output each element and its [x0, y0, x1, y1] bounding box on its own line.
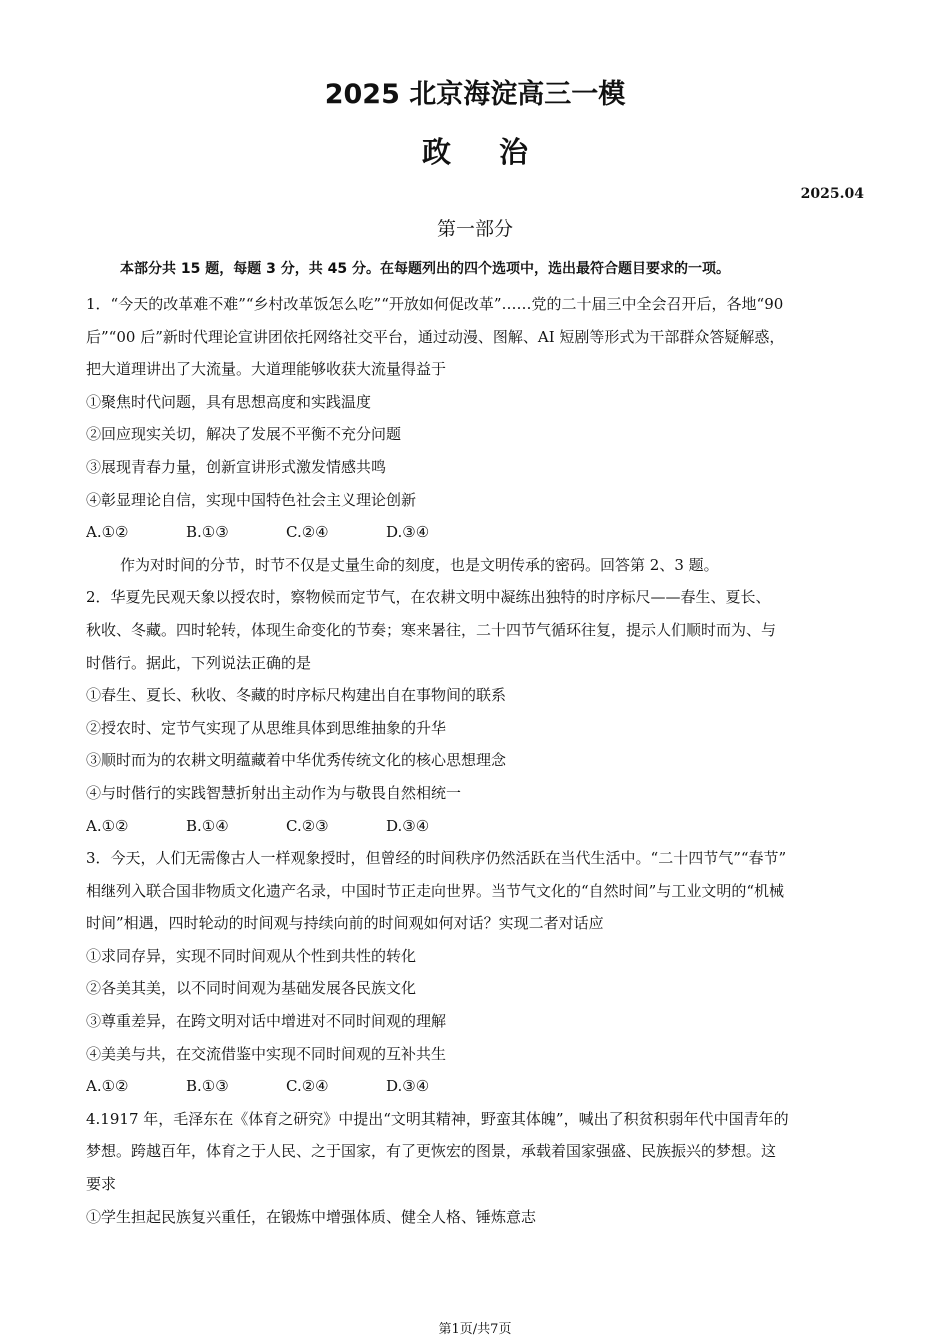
question-3-option: ④美美与共，在交流借鉴中实现不同时间观的互补共生: [86, 1044, 447, 1063]
question-1-option: ④彰显理论自信，实现中国特色社会主义理论创新: [86, 490, 417, 509]
choice-b: B.①③: [186, 523, 229, 542]
choice-d: D.③④: [386, 523, 430, 542]
question-3-option: ②各美其美，以不同时间观为基础发展各民族文化: [86, 979, 417, 998]
choice-a: A.①②: [86, 816, 129, 835]
shared-intro: 作为对时间的分节，时节不仅是丈量生命的刻度，也是文明传承的密码。回答第 2、3 题。: [120, 555, 719, 574]
question-4-stem-line: 要求: [86, 1175, 117, 1194]
question-4-option: ①学生担起民族复兴重任，在锻炼中增强体质、健全人格、锤炼意志: [86, 1207, 537, 1226]
choice-b: B.①③: [186, 1077, 229, 1096]
subject-title: 政治: [421, 135, 576, 169]
question-2-option: ④与时偕行的实践智慧折射出主动作为与敬畏自然相统一: [86, 783, 462, 802]
choice-c: C.②④: [286, 1077, 329, 1096]
questions-body: [86, 288, 866, 1233]
question-1-stem-line: 1．“今天的改革难不难”“乡村改革饭怎么吃”“开放如何促改革”……党的二十届三中全会召开后，各地“90: [86, 295, 784, 313]
question-2-stem-line: 秋收、冬藏。四时轮转，体现生命变化的节奏；寒来暑往，二十四节气循环往复，提示人们顺时而为、与: [86, 620, 777, 639]
question-4-stem-line: 梦想。跨越百年，体育之于人民、之于国家，有了更恢宏的图景，承载着国家强盛、民族振兴的梦想。这: [86, 1142, 777, 1161]
choice-b: B.①④: [186, 816, 229, 835]
exam-title: 2025 北京海淀高三一模: [324, 79, 626, 110]
choice-a: A.①②: [86, 523, 129, 542]
question-2-option: ①春生、夏长、秋收、冬藏的时序标尺构建出自在事物间的联系: [86, 686, 507, 705]
choice-d: D.③④: [386, 816, 430, 835]
question-1-option: ①聚焦时代问题，具有思想高度和实践温度: [86, 392, 372, 411]
question-3-option: ③尊重差异，在跨文明对话中增进对不同时间观的理解: [86, 1012, 447, 1031]
choice-a: A.①②: [86, 1077, 129, 1096]
choice-c: C.②③: [286, 816, 329, 835]
question-3-stem-line: 相继列入联合国非物质文化遗产名录，中国时节正走向世界。当节气文化的“自然时间”与工业文明的“机械: [86, 881, 785, 900]
question-1-option: ③展现青春力量，创新宣讲形式激发情感共鸣: [86, 457, 387, 476]
question-1-stem-line: 把大道理讲出了大流量。大道理能够收获大流量得益于: [86, 360, 447, 379]
question-3-stem-line: 3．今天，人们无需像古人一样观象授时，但曾经的时间秩序仍然活跃在当代生活中。“二十四节气”“春节”: [86, 849, 787, 868]
question-1-stem-line: 后”“00 后”新时代理论宣讲团依托网络社交平台，通过动漫、图解、AI 短剧等形式为干部群众答疑解惑，: [86, 327, 785, 346]
question-3-stem-line: 时间”相遇，四时轮动的时间观与持续向前的时间观如何对话？实现二者对话应: [86, 914, 604, 933]
question-2-stem-line: 2．华夏先民观天象以授农时，察物候而定节气，在农耕文明中凝练出独特的时序标尺——春生、夏长、: [86, 588, 771, 607]
question-4-stem-line: 4.1917 年，毛泽东在《体育之研究》中提出“文明其精神，野蛮其体魄”，喊出了积贫积弱年代中国青年的: [86, 1109, 789, 1128]
choice-c: C.②④: [286, 523, 329, 542]
page-footer: 第1页/共7页: [438, 1322, 512, 1337]
part-heading: 第一部分: [436, 218, 513, 240]
question-2-option: ②授农时、定节气实现了从思维具体到思维抽象的升华: [86, 718, 447, 737]
exam-date: 2025.04: [800, 186, 864, 202]
question-3-option: ①求同存异，实现不同时间观从个性到共性的转化: [86, 946, 417, 965]
question-1-option: ②回应现实关切，解决了发展不平衡不充分问题: [86, 425, 402, 444]
question-2-choices: [86, 810, 866, 843]
question-3-choices: [86, 1070, 866, 1103]
section-instructions: 本部分共 15 题，每题 3 分，共 45 分。在每题列出的四个选项中，选出最符合题目要求的一项。: [120, 261, 730, 277]
choice-d: D.③④: [386, 1077, 430, 1096]
question-1-choices: [86, 516, 866, 549]
question-2-stem-line: 时偕行。据此，下列说法正确的是: [86, 653, 312, 672]
question-2-option: ③顺时而为的农耕文明蕴藏着中华优秀传统文化的核心思想理念: [86, 751, 507, 770]
